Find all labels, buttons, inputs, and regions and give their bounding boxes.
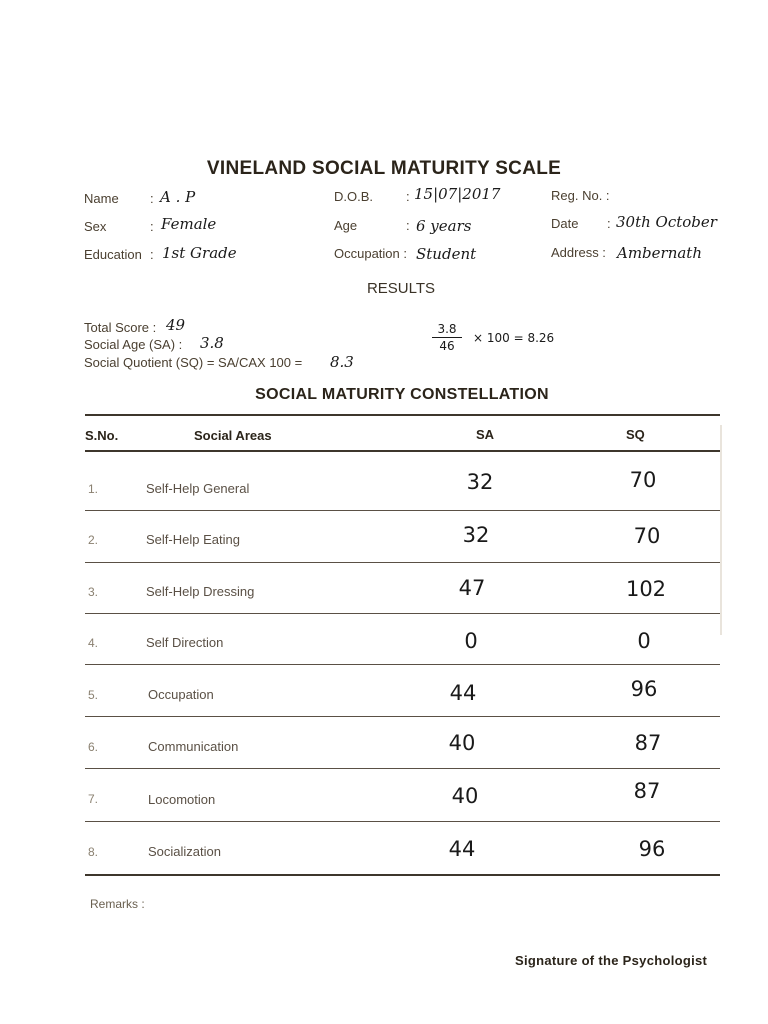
regno-label: Reg. No. : <box>551 188 610 203</box>
row-7-sno: 7. <box>88 792 99 806</box>
row-4-sno: 4. <box>88 636 99 650</box>
name-value: A . P <box>160 188 196 206</box>
row-3-sa: 47 <box>458 576 486 600</box>
row-7-sa: 40 <box>451 784 479 808</box>
sq-value: 8.3 <box>330 353 354 371</box>
row-2-sa: 32 <box>462 523 490 547</box>
row-rule <box>85 562 720 563</box>
row-5-area: Occupation <box>148 687 214 702</box>
row-6-area: Communication <box>148 739 239 754</box>
row-6-sa: 40 <box>448 731 476 755</box>
social-age-label: Social Age (SA) : <box>84 337 183 352</box>
row-6-sno: 6. <box>88 740 99 754</box>
date-colon: : <box>607 216 611 231</box>
sex-colon: : <box>150 219 154 234</box>
dob-label: D.O.B. <box>334 189 374 204</box>
age-label: Age <box>334 218 358 233</box>
remarks-label: Remarks : <box>90 897 145 911</box>
row-rule <box>85 716 720 717</box>
constellation-heading: SOCIAL MATURITY CONSTELLATION <box>255 386 549 403</box>
row-4-sa: 0 <box>464 629 478 653</box>
row-2-sq: 70 <box>633 524 661 548</box>
row-1-sa: 32 <box>466 470 494 494</box>
date-label: Date <box>551 216 579 231</box>
row-rule <box>85 821 720 822</box>
table-header-rule <box>85 450 720 452</box>
name-colon: : <box>150 191 154 206</box>
row-7-area: Locomotion <box>148 792 216 807</box>
row-rule <box>85 664 720 665</box>
calc-fraction <box>432 322 462 353</box>
row-8-area: Socialization <box>148 844 221 859</box>
age-colon: : <box>406 218 410 233</box>
row-5-sq: 96 <box>630 677 658 701</box>
row-4-area: Self Direction <box>146 635 224 650</box>
occupation-label: Occupation : <box>334 246 407 261</box>
row-3-sno: 3. <box>88 585 99 599</box>
address-label: Address : <box>551 245 606 260</box>
education-label: Education <box>84 247 142 262</box>
total-score-value: 49 <box>166 316 186 334</box>
name-label: Name <box>84 191 119 206</box>
row-7-sq: 87 <box>633 779 661 803</box>
header-sa: SA <box>476 427 495 442</box>
header-sno: S.No. <box>85 428 119 443</box>
row-1-area: Self-Help General <box>146 481 250 496</box>
calc-result: × 100 = 8.26 <box>473 331 555 345</box>
row-rule <box>85 768 720 769</box>
signature-label: Signature of the Psychologist <box>515 953 708 968</box>
results-heading: RESULTS <box>366 280 436 297</box>
date-value: 30th October <box>616 213 717 231</box>
row-8-sa: 44 <box>448 837 476 861</box>
dob-colon: : <box>406 189 410 204</box>
header-social-areas: Social Areas <box>194 428 272 443</box>
row-1-sno: 1. <box>88 482 99 496</box>
row-2-sno: 2. <box>88 533 99 547</box>
address-value: Ambernath <box>617 244 702 262</box>
row-8-sq: 96 <box>638 837 666 861</box>
age-value: 6 years <box>416 217 472 235</box>
header-sq: SQ <box>626 427 645 442</box>
row-1-sq: 70 <box>629 468 657 492</box>
total-score-label: Total Score : <box>84 320 157 335</box>
sq-formula-label: Social Quotient (SQ) = SA/CAX 100 = <box>84 355 303 370</box>
row-rule <box>85 613 720 614</box>
dob-value: 15|07|2017 <box>414 185 501 203</box>
row-6-sq: 87 <box>634 731 662 755</box>
table-bottom-rule <box>85 874 720 876</box>
calc-denominator: 46 <box>439 339 455 353</box>
form-title: VINELAND SOCIAL MATURITY SCALE <box>206 158 562 179</box>
row-8-sno: 8. <box>88 845 99 859</box>
row-3-area: Self-Help Dressing <box>146 584 255 599</box>
sex-value: Female <box>161 215 217 233</box>
row-3-sq: 102 <box>625 577 667 601</box>
education-value: 1st Grade <box>162 244 237 262</box>
row-5-sa: 44 <box>449 681 477 705</box>
social-age-value: 3.8 <box>200 334 224 352</box>
row-4-sq: 0 <box>637 629 651 653</box>
occupation-value: Student <box>416 245 477 263</box>
sex-label: Sex <box>84 219 107 234</box>
scan-edge-mark <box>720 425 722 635</box>
row-rule <box>85 510 720 511</box>
row-5-sno: 5. <box>88 688 99 702</box>
row-2-area: Self-Help Eating <box>146 532 240 547</box>
table-top-rule <box>85 414 720 416</box>
calc-numerator: 3.8 <box>437 322 457 336</box>
education-colon: : <box>150 247 154 262</box>
